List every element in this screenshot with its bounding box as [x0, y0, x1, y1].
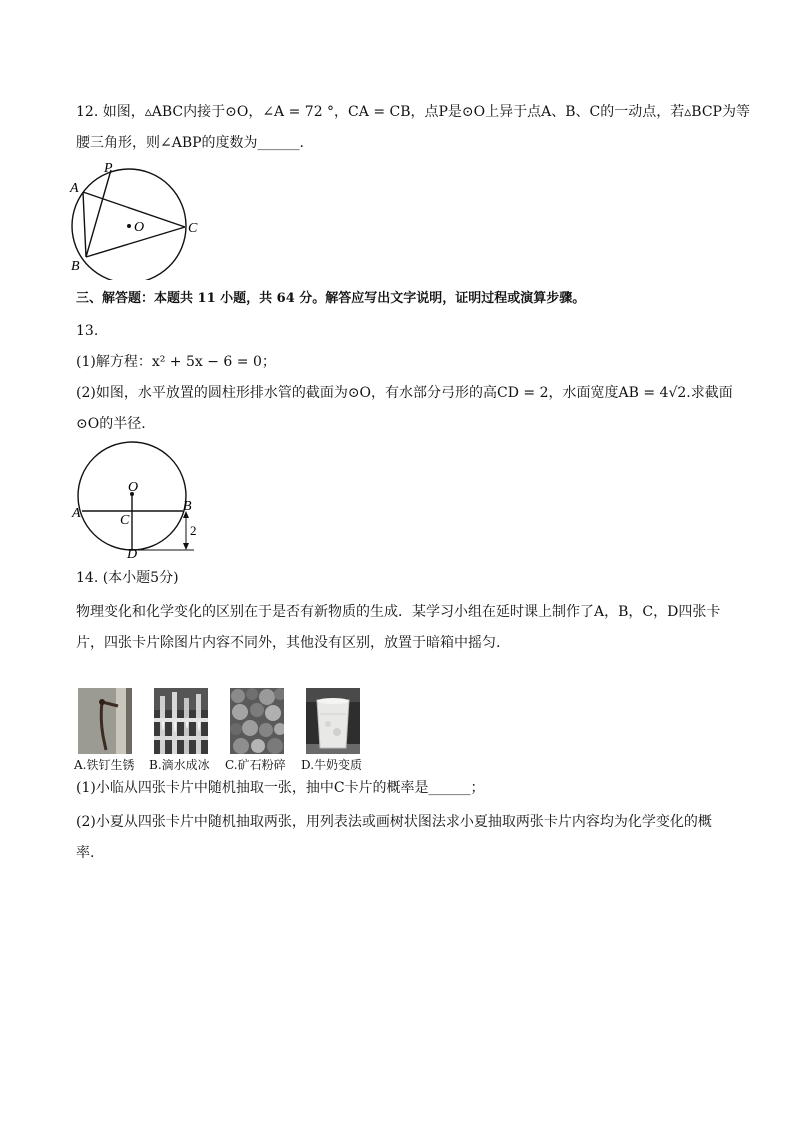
- q13-part2-line1: (2)如图，水平放置的圆柱形排水管的截面为⊙O，有水部分弓形的高CD = 2，水面宽度AB = 4√2.求截面: [76, 385, 733, 401]
- q13-part1: (1)解方程：x² + 5x − 6 = 0；: [76, 354, 276, 370]
- section3-heading: 三、解答题：本题共 11 小题，共 64 分。解答应写出文字说明，证明过程或演算步骤。: [76, 291, 586, 306]
- q14-part1: (1)小临从四张卡片中随机抽取一张，抽中C卡片的概率是______；: [76, 780, 485, 796]
- segment-ab: [83, 192, 86, 257]
- q14-part2-line2: 率.: [76, 845, 95, 861]
- icicle-fence-photo: [154, 688, 208, 754]
- label-d: D: [127, 547, 138, 560]
- label-dim-2: 2: [190, 523, 197, 538]
- q13-pipe-figure: [64, 438, 204, 560]
- label-a: A: [70, 181, 79, 196]
- card-d-caption: D.牛奶变质: [301, 758, 363, 772]
- dim-arrow-down-icon: [183, 543, 189, 550]
- label-b: B: [183, 499, 192, 514]
- q14-header: 14. (本小题5分): [76, 570, 179, 586]
- center-dot: [127, 224, 131, 228]
- q14-part2-line1: (2)小夏从四张卡片中随机抽取两张，用列表法或画树状图法求小夏抽取两张卡片内容均为化学变化的概: [76, 814, 712, 830]
- rusty-nail-photo: [78, 688, 132, 754]
- label-c: C: [120, 513, 130, 528]
- q14-line2: 片，四张卡片除图片内容不同外，其他没有区别，放置于暗箱中摇匀.: [76, 635, 501, 651]
- q13-part2-line2: ⊙O的半径.: [76, 416, 146, 432]
- label-o: O: [128, 480, 139, 495]
- card-c-caption: C.矿石粉碎: [225, 758, 286, 772]
- q12-line1: 12. 如图，▵ABC内接于⊙O，∠A = 72 °，CA = CB，点P是⊙O上异于点A、B、C的一动点，若▵BCP为等: [76, 104, 750, 120]
- q14-line1: 物理变化和化学变化的区别在于是否有新物质的生成．某学习小组在延时课上制作了A，B，C，D四张卡: [76, 604, 721, 620]
- label-p: P: [104, 161, 113, 176]
- crushed-ore-photo: [230, 688, 284, 754]
- label-a: A: [72, 506, 81, 521]
- segment-bp: [86, 170, 111, 257]
- q12-circle-figure: [64, 156, 214, 280]
- card-a-caption: A.铁钉生锈: [74, 758, 135, 772]
- card-b-caption: B.滴水成冰: [149, 758, 210, 772]
- label-c: C: [188, 221, 198, 236]
- spoiled-milk-photo: [306, 688, 360, 754]
- label-o: O: [134, 220, 145, 235]
- q13-number: 13.: [76, 323, 99, 339]
- q12-line2: 腰三角形，则∠ABP的度数为______.: [76, 135, 304, 151]
- label-b: B: [71, 259, 80, 274]
